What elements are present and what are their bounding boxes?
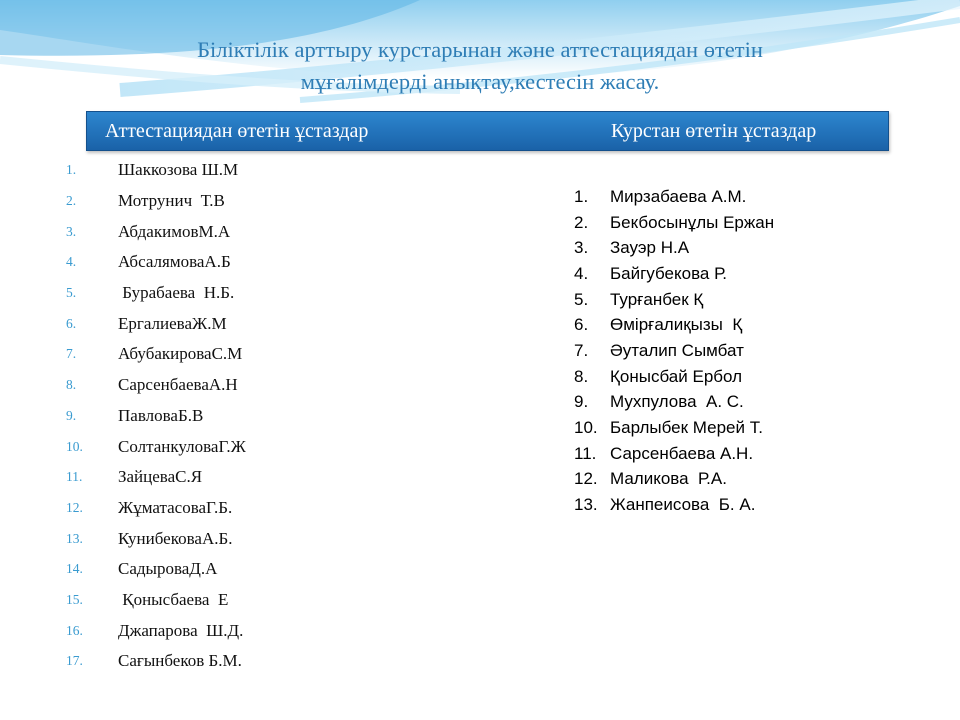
header-courses: Курстан өтетін ұстаздар — [611, 120, 817, 142]
course-list-item — [574, 235, 774, 261]
course-list-item — [574, 184, 774, 210]
teacher-name: Шаккозова Ш.М — [118, 160, 239, 180]
list-number: 5. — [66, 285, 77, 301]
attestation-list-item — [66, 431, 246, 462]
slide-title — [90, 34, 870, 98]
teacher-name: Байгубекова Р. — [610, 263, 727, 283]
teacher-name: ПавловаБ.В — [118, 405, 204, 425]
teacher-name: Әуталип Сымбат — [610, 340, 744, 360]
list-number: 3. — [574, 238, 589, 258]
list-number: 7. — [574, 340, 589, 360]
teacher-name: АбдакимовМ.А — [118, 221, 231, 241]
teacher-name: СарсенбаеваА.Н — [118, 375, 238, 395]
list-number: 14. — [66, 561, 83, 577]
list-number: 4. — [66, 254, 77, 270]
course-list-item — [574, 390, 774, 416]
list-number: 9. — [66, 407, 77, 423]
teacher-name: Зауэр Н.А — [610, 238, 690, 258]
attestation-list-item — [66, 155, 246, 186]
teacher-name: АбубакироваС.М — [118, 344, 243, 364]
course-list-item — [574, 467, 774, 493]
list-number: 1. — [574, 186, 589, 206]
attestation-list-item — [66, 247, 246, 278]
list-number: 13. — [574, 495, 598, 515]
list-number: 15. — [66, 591, 83, 607]
course-list-item — [574, 364, 774, 390]
course-list-item — [574, 312, 774, 338]
attestation-list-item — [66, 278, 246, 309]
attestation-list-item — [66, 401, 246, 432]
list-number: 7. — [66, 346, 77, 362]
course-list-item — [574, 287, 774, 313]
header-attestation: Аттестациядан өтетін ұстаздар — [105, 120, 369, 142]
course-list — [574, 184, 774, 518]
teacher-name: Сағынбеков Б.М. — [118, 651, 242, 671]
title-line-1: Біліктілік арттыру курстарынан және аттестациядан өтетін — [197, 37, 763, 62]
attestation-list-item — [66, 308, 246, 339]
course-list-item — [574, 441, 774, 467]
teacher-name: Барлыбек Мерей Т. — [610, 418, 763, 438]
list-number: 4. — [574, 263, 589, 283]
attestation-list-item — [66, 493, 246, 524]
attestation-list-item — [66, 554, 246, 585]
list-number: 16. — [66, 622, 83, 638]
attestation-list-item — [66, 370, 246, 401]
list-number: 11. — [66, 469, 83, 485]
attestation-list-item — [66, 523, 246, 554]
teacher-name: Маликова Р.А. — [610, 469, 727, 489]
course-list-item — [574, 415, 774, 441]
teacher-name: Өмірғалиқызы Қ — [610, 315, 743, 335]
teacher-name: ЖұматасоваГ.Б. — [118, 497, 233, 517]
header-bar — [86, 111, 889, 151]
attestation-list-item — [66, 615, 246, 646]
attestation-list-item — [66, 462, 246, 493]
list-number: 1. — [66, 162, 77, 178]
list-number: 8. — [66, 377, 77, 393]
teacher-name: Джапарова Ш.Д. — [118, 620, 244, 640]
list-number: 10. — [66, 438, 83, 454]
teacher-name: Турғанбек Қ — [610, 289, 704, 309]
attestation-list-item — [66, 646, 246, 677]
list-number: 11. — [574, 443, 597, 463]
attestation-list-item — [66, 216, 246, 247]
list-number: 5. — [574, 289, 589, 309]
course-list-item — [574, 338, 774, 364]
list-number: 6. — [574, 315, 589, 335]
list-number: 13. — [66, 530, 83, 546]
teacher-name: СолтанкуловаГ.Ж — [118, 436, 246, 456]
list-number: 9. — [574, 392, 589, 412]
teacher-name: ЕргалиеваЖ.М — [118, 313, 227, 333]
teacher-name: СадыроваД.А — [118, 559, 218, 579]
list-number: 2. — [66, 193, 77, 209]
list-number: 12. — [66, 499, 83, 515]
list-number: 12. — [574, 469, 598, 489]
attestation-list-item — [66, 339, 246, 370]
list-number: 2. — [574, 212, 589, 232]
list-number: 17. — [66, 653, 83, 669]
list-number: 8. — [574, 366, 589, 386]
teacher-name: АбсалямоваА.Б — [118, 252, 231, 272]
teacher-name: Жанпеисова Б. А. — [610, 495, 756, 515]
teacher-name: Бурабаева Н.Б. — [118, 283, 235, 303]
list-number: 10. — [574, 418, 598, 438]
teacher-name: ЗайцеваС.Я — [118, 467, 203, 487]
attestation-list-item — [66, 585, 246, 616]
teacher-name: Мирзабаева А.М. — [610, 186, 747, 206]
teacher-name: КунибековаА.Б. — [118, 528, 233, 548]
teacher-name: Сарсенбаева А.Н. — [610, 443, 754, 463]
course-list-item — [574, 492, 774, 518]
teacher-name: Мухпулова А. С. — [610, 392, 744, 412]
list-number: 3. — [66, 223, 77, 239]
attestation-list — [66, 155, 246, 677]
title-line-2: мұғалімдерді анықтау,кестесін жасау. — [300, 69, 660, 94]
attestation-list-item — [66, 186, 246, 217]
teacher-name: Қонысбаева Е — [118, 589, 229, 609]
course-list-item — [574, 261, 774, 287]
course-list-item — [574, 210, 774, 236]
list-number: 6. — [66, 315, 77, 331]
teacher-name: Мотрунич Т.В — [118, 191, 225, 211]
teacher-name: Бекбосынұлы Ержан — [610, 212, 775, 232]
teacher-name: Қонысбай Ербол — [610, 366, 743, 386]
